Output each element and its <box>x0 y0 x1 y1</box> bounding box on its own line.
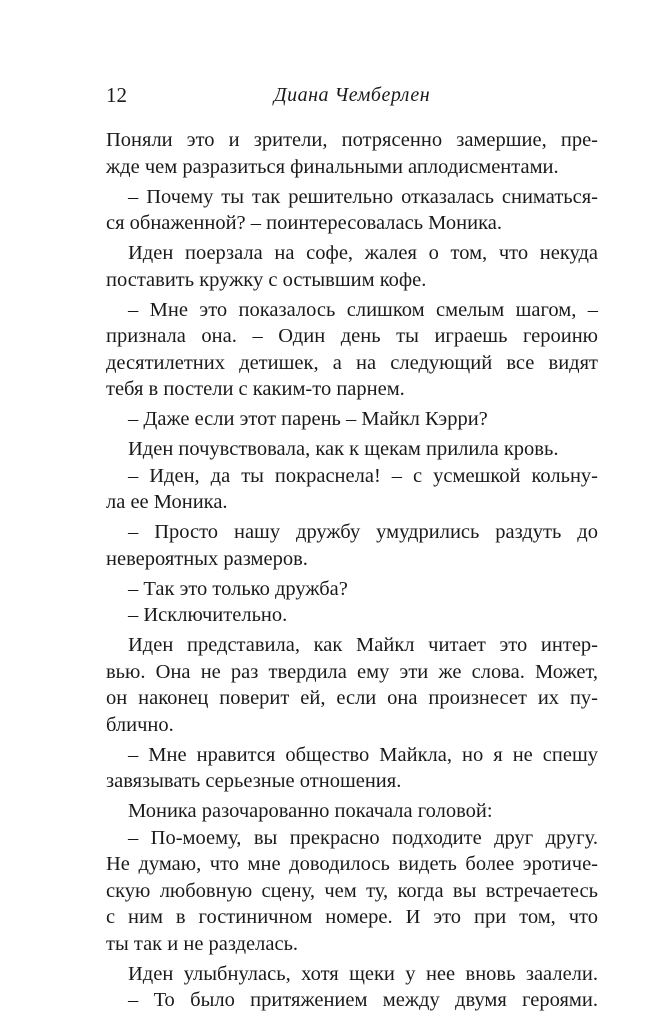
text-line: – Мне это показалось слишком смелым шагом, – <box>128 298 598 321</box>
text-line: с ним в гостиничном номере. И это при том, что <box>106 906 598 928</box>
text-line: – Мне нравится общество Майкла, но я не спешу <box>128 743 598 766</box>
text-line: ла ее Моника. <box>106 491 228 513</box>
text-line: Не думаю, что мне доводилось видеть более эротиче- <box>106 853 598 875</box>
text-line: Моника разочарованно покачала головой: <box>128 800 493 822</box>
page-number: 12 <box>106 83 127 107</box>
text-line: – Так это только дружба? <box>128 577 348 600</box>
text-line: вью. Она не раз твердила ему эти же слова. Может, <box>106 660 598 683</box>
text-line: признала она. – Один день ты играешь героиню <box>106 325 598 347</box>
text-line: – То было притяжением между двумя героями. <box>128 989 598 1011</box>
text-line: скую любовную сцену, чем ту, когда вы встречаетесь <box>106 879 598 902</box>
text-line: поставить кружку с остывшим кофе. <box>106 268 427 291</box>
text-line: – Почему ты так решительно отказалась сниматься- <box>128 185 598 208</box>
text-line: ся обнаженной? – поинтересовалась Моника. <box>106 212 502 234</box>
book-page-text <box>106 127 598 1014</box>
text-line: Иден поерзала на софе, жалея о том, что некуда <box>128 242 598 264</box>
text-line: Иден почувствовала, как к щекам прилила кровь. <box>128 438 559 460</box>
text-line: невероятных размеров. <box>106 547 308 570</box>
text-line: – По-моему, вы прекрасно подходите друг другу. <box>128 826 598 849</box>
text-line: жде чем разразиться финальными аплодисментами. <box>106 155 559 178</box>
text-line: – Даже если этот парень – Майкл Кэрри? <box>128 408 488 430</box>
text-line: Иден представила, как Майкл читает это интер- <box>128 634 598 656</box>
text-line: Поняли это и зрители, потрясенно замершие, пре- <box>106 129 598 151</box>
text-line: блично. <box>106 713 174 736</box>
running-header <box>106 80 598 110</box>
text-line: завязывать серьезные отношения. <box>106 770 402 792</box>
text-line: Иден улыбнулась, хотя щеки у нее вновь заалели. <box>128 962 598 985</box>
text-line: – Иден, да ты покраснела! – с усмешкой кольну- <box>128 464 598 487</box>
text-line: тебя в постели с каким-то парнем. <box>106 378 405 400</box>
text-line: – Исключительно. <box>128 604 288 626</box>
running-title-author: Диана Чемберлен <box>273 84 431 106</box>
text-line: ты так и не разделась. <box>106 932 299 955</box>
text-line: – Просто нашу дружбу умудрились раздуть до <box>128 521 598 543</box>
text-line: десятилетних детишек, а на следующий все видят <box>106 351 598 374</box>
text-line: он наконец поверит ей, если она произнесет их пу- <box>106 687 598 709</box>
